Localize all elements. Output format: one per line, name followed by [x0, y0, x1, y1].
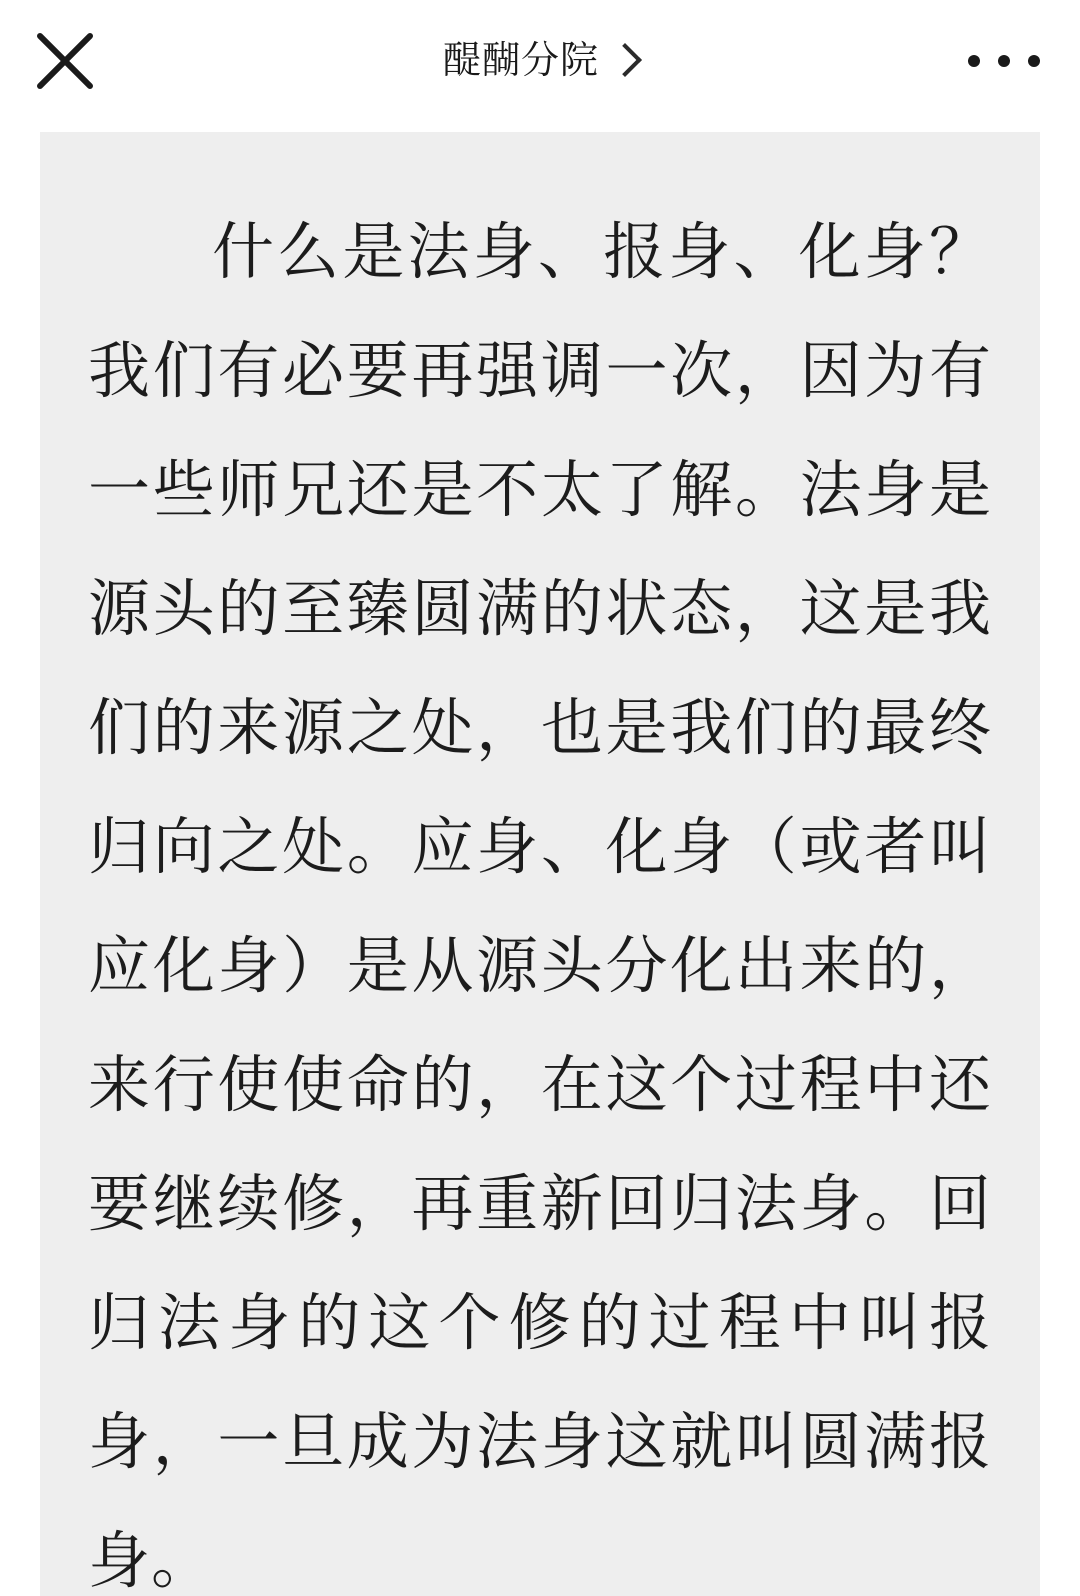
article-body-text: 什么是法身、报身、化身？我们有必要再强调一次，因为有一些师兄还是不太了解。法身是源头的至臻圆满的状态，这是我们的来源之处，也是我们的最终归向之处。应身、化身（或者叫应化身）是从源头分化出来的，来行使使命的，在这个过程中还要继续修，再重新回归法身。回归法身的这个修的过程中叫报身，一旦成为法身这就叫圆满报身。	[88, 215, 992, 1596]
article-content-area[interactable]	[0, 122, 1080, 1596]
chevron-right-icon	[608, 43, 642, 77]
account-name-button[interactable]	[0, 30, 1080, 92]
nav-title: 醍醐分院	[442, 40, 599, 82]
more-dot	[968, 55, 980, 67]
top-navigation-bar	[0, 0, 1080, 122]
more-dot	[1028, 55, 1040, 67]
more-dot	[998, 55, 1010, 67]
article-card	[40, 132, 1040, 1596]
more-horizontal-icon[interactable]	[968, 34, 1040, 88]
